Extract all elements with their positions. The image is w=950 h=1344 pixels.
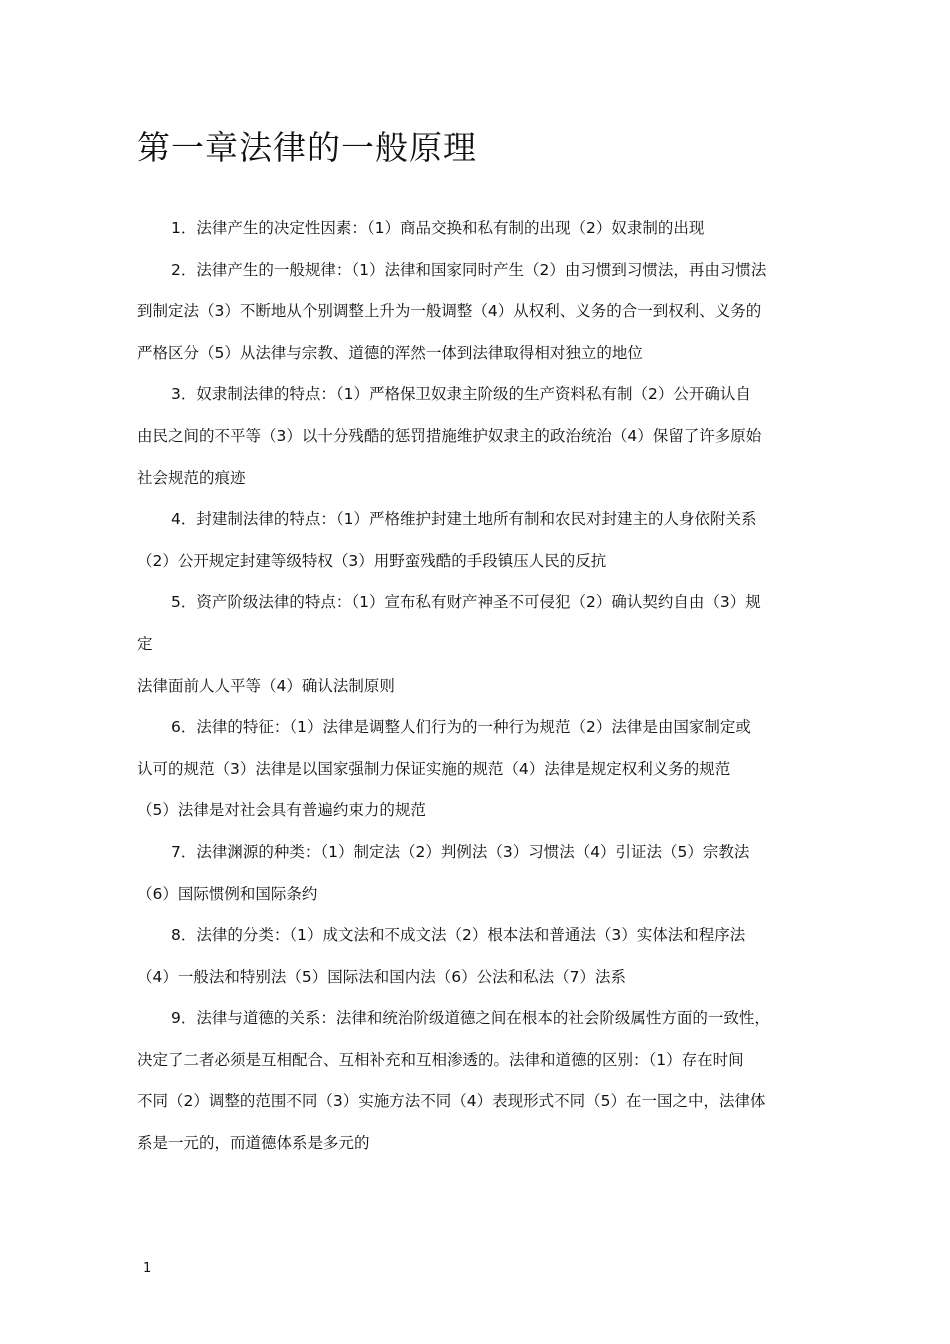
body-line: 认可的规范（3）法律是以国家强制力保证实施的规范（4）法律是规定权利义务的规范 bbox=[137, 759, 731, 778]
body-line: 到制定法（3）不断地从个别调整上升为一般调整（4）从权利、义务的合一到权利、义务的 bbox=[137, 302, 762, 321]
body-line: 定 bbox=[137, 634, 153, 653]
body-line: （2）公开规定封建等级特权（3）用野蛮残酷的手段镇压人民的反抗 bbox=[137, 551, 607, 570]
page-number: 1 bbox=[143, 1261, 152, 1276]
body-line: 由民之间的不平等（3）以十分残酷的惩罚措施维护奴隶主的政治统治（4）保留了许多原始 bbox=[137, 426, 762, 445]
chapter-title: 第一章法律的一般原理 bbox=[137, 128, 477, 167]
body-line: 3．奴隶制法律的特点：（1）严格保卫奴隶主阶级的生产资料私有制（2）公开确认自 bbox=[171, 385, 751, 404]
body-line: 法律面前人人平等（4）确认法制原则 bbox=[137, 676, 395, 695]
body-line: 2．法律产生的一般规律：（1）法律和国家同时产生（2）由习惯到习惯法，再由习惯法 bbox=[171, 260, 767, 279]
body-line: 4．封建制法律的特点：（1）严格维护封建土地所有制和农民对封建主的人身依附关系 bbox=[171, 510, 757, 529]
body-line: 1．法律产生的决定性因素：（1）商品交换和私有制的出现（2）奴隶制的出现 bbox=[171, 219, 705, 237]
body-line: （4）一般法和特别法（5）国际法和国内法（6）公法和私法（7）法系 bbox=[137, 967, 626, 986]
body-line: （6）国际惯例和国际条约 bbox=[137, 884, 318, 903]
body-line: 社会规范的痕迹 bbox=[137, 468, 246, 487]
document-body bbox=[137, 208, 821, 1165]
body-line: （5）法律是对社会具有普遍约束力的规范 bbox=[137, 801, 426, 820]
body-line: 不同（2）调整的范围不同（3）实施方法不同（4）表现形式不同（5）在一国之中，法律体 bbox=[137, 1092, 766, 1111]
body-line: 决定了二者必须是互相配合、互相补充和互相渗透的。法律和道德的区别：（1）存在时间 bbox=[137, 1050, 744, 1069]
body-line: 8．法律的分类：（1）成文法和不成文法（2）根本法和普通法（3）实体法和程序法 bbox=[171, 926, 746, 945]
body-line: 6．法律的特征：（1）法律是调整人们行为的一种行为规范（2）法律是由国家制定或 bbox=[171, 718, 751, 737]
body-line: 9．法律与道德的关系：法律和统治阶级道德之间在根本的社会阶级属性方面的一致性， bbox=[171, 1009, 770, 1028]
body-line: 系是一元的，而道德体系是多元的 bbox=[137, 1134, 370, 1153]
body-line: 7．法律渊源的种类：（1）制定法（2）判例法（3）习惯法（4）引证法（5）宗教法 bbox=[171, 842, 750, 861]
body-line: 严格区分（5）从法律与宗教、道德的浑然一体到法律取得相对独立的地位 bbox=[137, 343, 643, 362]
body-line: 5．资产阶级法律的特点：（1）宣布私有财产神圣不可侵犯（2）确认契约自由（3）规 bbox=[171, 593, 761, 612]
